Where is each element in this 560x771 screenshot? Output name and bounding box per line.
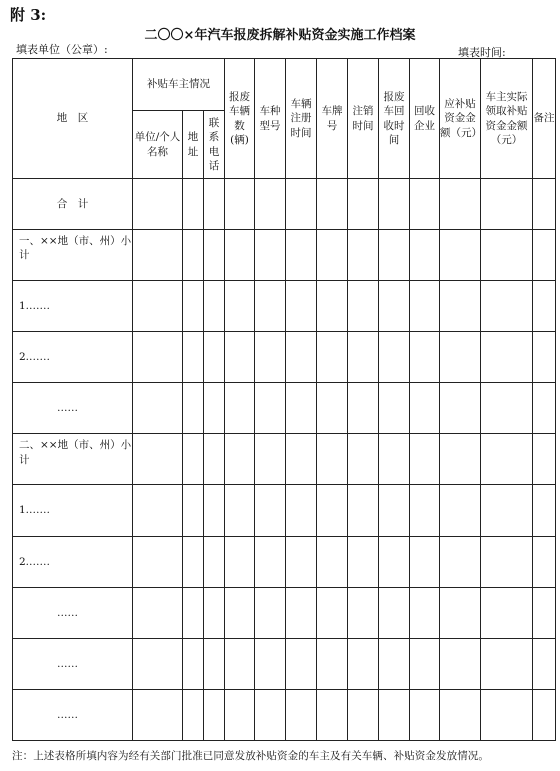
header-subsidy-received: 车主实际领取补贴资金金额（元）: [481, 59, 533, 179]
header-plate: 车牌号: [317, 59, 348, 179]
table-cell: [286, 485, 317, 536]
table-cell: [255, 383, 286, 434]
table-cell: [440, 281, 481, 332]
table-cell: [255, 434, 286, 485]
table-row: [13, 281, 556, 332]
table-cell: [317, 587, 348, 638]
table-cell: [204, 230, 225, 281]
table-cell: [348, 689, 379, 740]
table-row: [13, 383, 556, 434]
table-cell: [348, 281, 379, 332]
row-label: ……: [13, 383, 133, 434]
table-cell: [183, 332, 204, 383]
table-cell: [133, 485, 183, 536]
table-cell: [225, 230, 255, 281]
table-cell: [481, 536, 533, 587]
table-cell: [133, 434, 183, 485]
row-label: 一、××地（市、州）小计: [13, 230, 133, 281]
table-cell: [317, 281, 348, 332]
table-cell: [410, 485, 440, 536]
row-label: 2.……: [13, 332, 133, 383]
table-cell: [286, 383, 317, 434]
table-cell: [481, 332, 533, 383]
table-cell: [440, 587, 481, 638]
table-cell: [225, 332, 255, 383]
table-cell: [481, 383, 533, 434]
table-cell: [348, 434, 379, 485]
table-cell: [533, 179, 556, 230]
table-cell: [225, 536, 255, 587]
table-cell: [133, 536, 183, 587]
table-cell: [317, 230, 348, 281]
table-cell: [317, 536, 348, 587]
table-cell: [440, 434, 481, 485]
header-subsidy-due: 应补贴资金金额（元）: [440, 59, 481, 179]
header-recycle-company: 回收企业: [410, 59, 440, 179]
table-cell: [379, 281, 410, 332]
row-label: 二、××地（市、州）小计: [13, 434, 133, 485]
table-cell: [286, 230, 317, 281]
table-cell: [255, 230, 286, 281]
table-cell: [133, 332, 183, 383]
row-label: 1.……: [13, 281, 133, 332]
table-cell: [133, 230, 183, 281]
table-cell: [255, 689, 286, 740]
footnote: 注：上述表格所填内容为经有关部门批准已同意发放补贴资金的车主及有关车辆、补贴资金发放情况。: [12, 750, 489, 762]
table-cell: [133, 638, 183, 689]
table-cell: [317, 383, 348, 434]
header-cancel-time: 注销时间: [348, 59, 379, 179]
table-cell: [348, 587, 379, 638]
table-cell: [379, 638, 410, 689]
table-cell: [533, 332, 556, 383]
header-model: 车种型号: [255, 59, 286, 179]
table-cell: [225, 485, 255, 536]
table-cell: [255, 281, 286, 332]
table-cell: [204, 281, 225, 332]
table-cell: [183, 383, 204, 434]
table-cell: [225, 587, 255, 638]
table-row: [13, 587, 556, 638]
table-cell: [255, 638, 286, 689]
table-cell: [379, 485, 410, 536]
table-cell: [286, 434, 317, 485]
table-cell: [533, 230, 556, 281]
table-cell: [440, 383, 481, 434]
row-label: ……: [13, 689, 133, 740]
table-cell: [225, 638, 255, 689]
header-remarks: 备注: [533, 59, 556, 179]
header-owner-name: 单位/个人名称: [133, 111, 183, 179]
table-cell: [204, 179, 225, 230]
table-cell: [255, 332, 286, 383]
header-phone: 联系电话: [204, 111, 225, 179]
table-cell: [183, 485, 204, 536]
table-cell: [183, 179, 204, 230]
table-cell: [379, 179, 410, 230]
header-scrap-count: 报废车辆数(辆): [225, 59, 255, 179]
table-cell: [481, 281, 533, 332]
table-cell: [440, 332, 481, 383]
table-cell: [255, 179, 286, 230]
row-label: 2.……: [13, 536, 133, 587]
table-cell: [379, 230, 410, 281]
table-cell: [286, 638, 317, 689]
table-cell: [440, 230, 481, 281]
table-cell: [533, 587, 556, 638]
table-cell: [440, 638, 481, 689]
table-cell: [133, 587, 183, 638]
table-cell: [533, 434, 556, 485]
table-cell: [410, 332, 440, 383]
table-cell: [481, 587, 533, 638]
table-cell: [317, 179, 348, 230]
table-cell: [348, 179, 379, 230]
row-label: 1.……: [13, 485, 133, 536]
table-cell: [317, 332, 348, 383]
table-cell: [183, 434, 204, 485]
table-cell: [225, 383, 255, 434]
table-cell: [410, 536, 440, 587]
table-cell: [379, 536, 410, 587]
table-cell: [183, 689, 204, 740]
header-owner-group: 补贴车主情况: [133, 59, 225, 111]
table-cell: [481, 434, 533, 485]
table-row: [13, 689, 556, 740]
table-cell: [133, 689, 183, 740]
table-cell: [481, 485, 533, 536]
table-cell: [225, 281, 255, 332]
table-row: [13, 485, 556, 536]
table-cell: [348, 638, 379, 689]
table-cell: [183, 230, 204, 281]
table-cell: [255, 587, 286, 638]
table-cell: [286, 587, 317, 638]
header-reg-time: 车辆注册时间: [286, 59, 317, 179]
table-cell: [225, 434, 255, 485]
table-cell: [410, 434, 440, 485]
table-cell: [317, 485, 348, 536]
table-cell: [481, 179, 533, 230]
row-label: ……: [13, 587, 133, 638]
table-row: [13, 536, 556, 587]
table-row: [13, 434, 556, 485]
table-cell: [533, 383, 556, 434]
table-cell: [225, 689, 255, 740]
table-cell: [286, 179, 317, 230]
table-cell: [440, 179, 481, 230]
table-cell: [133, 179, 183, 230]
table-cell: [410, 689, 440, 740]
header-region: 地 区: [13, 59, 133, 179]
table-cell: [440, 689, 481, 740]
table-cell: [348, 332, 379, 383]
table-cell: [204, 434, 225, 485]
table-cell: [225, 179, 255, 230]
table-cell: [183, 281, 204, 332]
table-cell: [348, 230, 379, 281]
table-cell: [379, 332, 410, 383]
table-cell: [481, 230, 533, 281]
table-cell: [533, 689, 556, 740]
table-cell: [533, 638, 556, 689]
table-cell: [379, 689, 410, 740]
table-cell: [533, 281, 556, 332]
table-cell: [286, 332, 317, 383]
table-cell: [317, 434, 348, 485]
table-cell: [204, 689, 225, 740]
table-row: [13, 179, 556, 230]
table-cell: [317, 689, 348, 740]
table-cell: [440, 485, 481, 536]
table-cell: [204, 485, 225, 536]
table-cell: [533, 485, 556, 536]
table-cell: [317, 638, 348, 689]
table-cell: [255, 485, 286, 536]
table-cell: [183, 638, 204, 689]
table-cell: [286, 689, 317, 740]
table-cell: [533, 536, 556, 587]
table-cell: [204, 383, 225, 434]
table-cell: [410, 587, 440, 638]
table-cell: [481, 638, 533, 689]
table-row: [13, 332, 556, 383]
table-cell: [133, 281, 183, 332]
table-cell: [440, 536, 481, 587]
table-row: [13, 638, 556, 689]
table-cell: [204, 332, 225, 383]
header-recycle-time: 报废车回收时间: [379, 59, 410, 179]
table-cell: [204, 587, 225, 638]
table-cell: [379, 383, 410, 434]
table-cell: [348, 536, 379, 587]
document-title: 二〇〇×年汽车报废拆解补贴资金实施工作档案: [144, 28, 416, 43]
table-row: [13, 230, 556, 281]
table-cell: [410, 179, 440, 230]
archive-table: [12, 58, 556, 741]
fill-unit-label: 填表单位（公章）:: [16, 43, 108, 56]
table-cell: [348, 383, 379, 434]
table-cell: [286, 281, 317, 332]
table-cell: [410, 638, 440, 689]
table-cell: [286, 536, 317, 587]
header-address: 地址: [183, 111, 204, 179]
row-label: ……: [13, 638, 133, 689]
table-cell: [183, 536, 204, 587]
attachment-label: 附 3:: [10, 6, 47, 24]
table-cell: [183, 587, 204, 638]
table-cell: [410, 281, 440, 332]
table-cell: [410, 230, 440, 281]
table-cell: [204, 536, 225, 587]
table-cell: [481, 689, 533, 740]
table-cell: [348, 485, 379, 536]
table-cell: [379, 587, 410, 638]
table-cell: [255, 536, 286, 587]
row-label: 合 计: [13, 179, 133, 230]
table-cell: [204, 638, 225, 689]
table-cell: [410, 383, 440, 434]
table-cell: [379, 434, 410, 485]
table-cell: [133, 383, 183, 434]
fill-time-label: 填表时间:: [458, 46, 506, 59]
